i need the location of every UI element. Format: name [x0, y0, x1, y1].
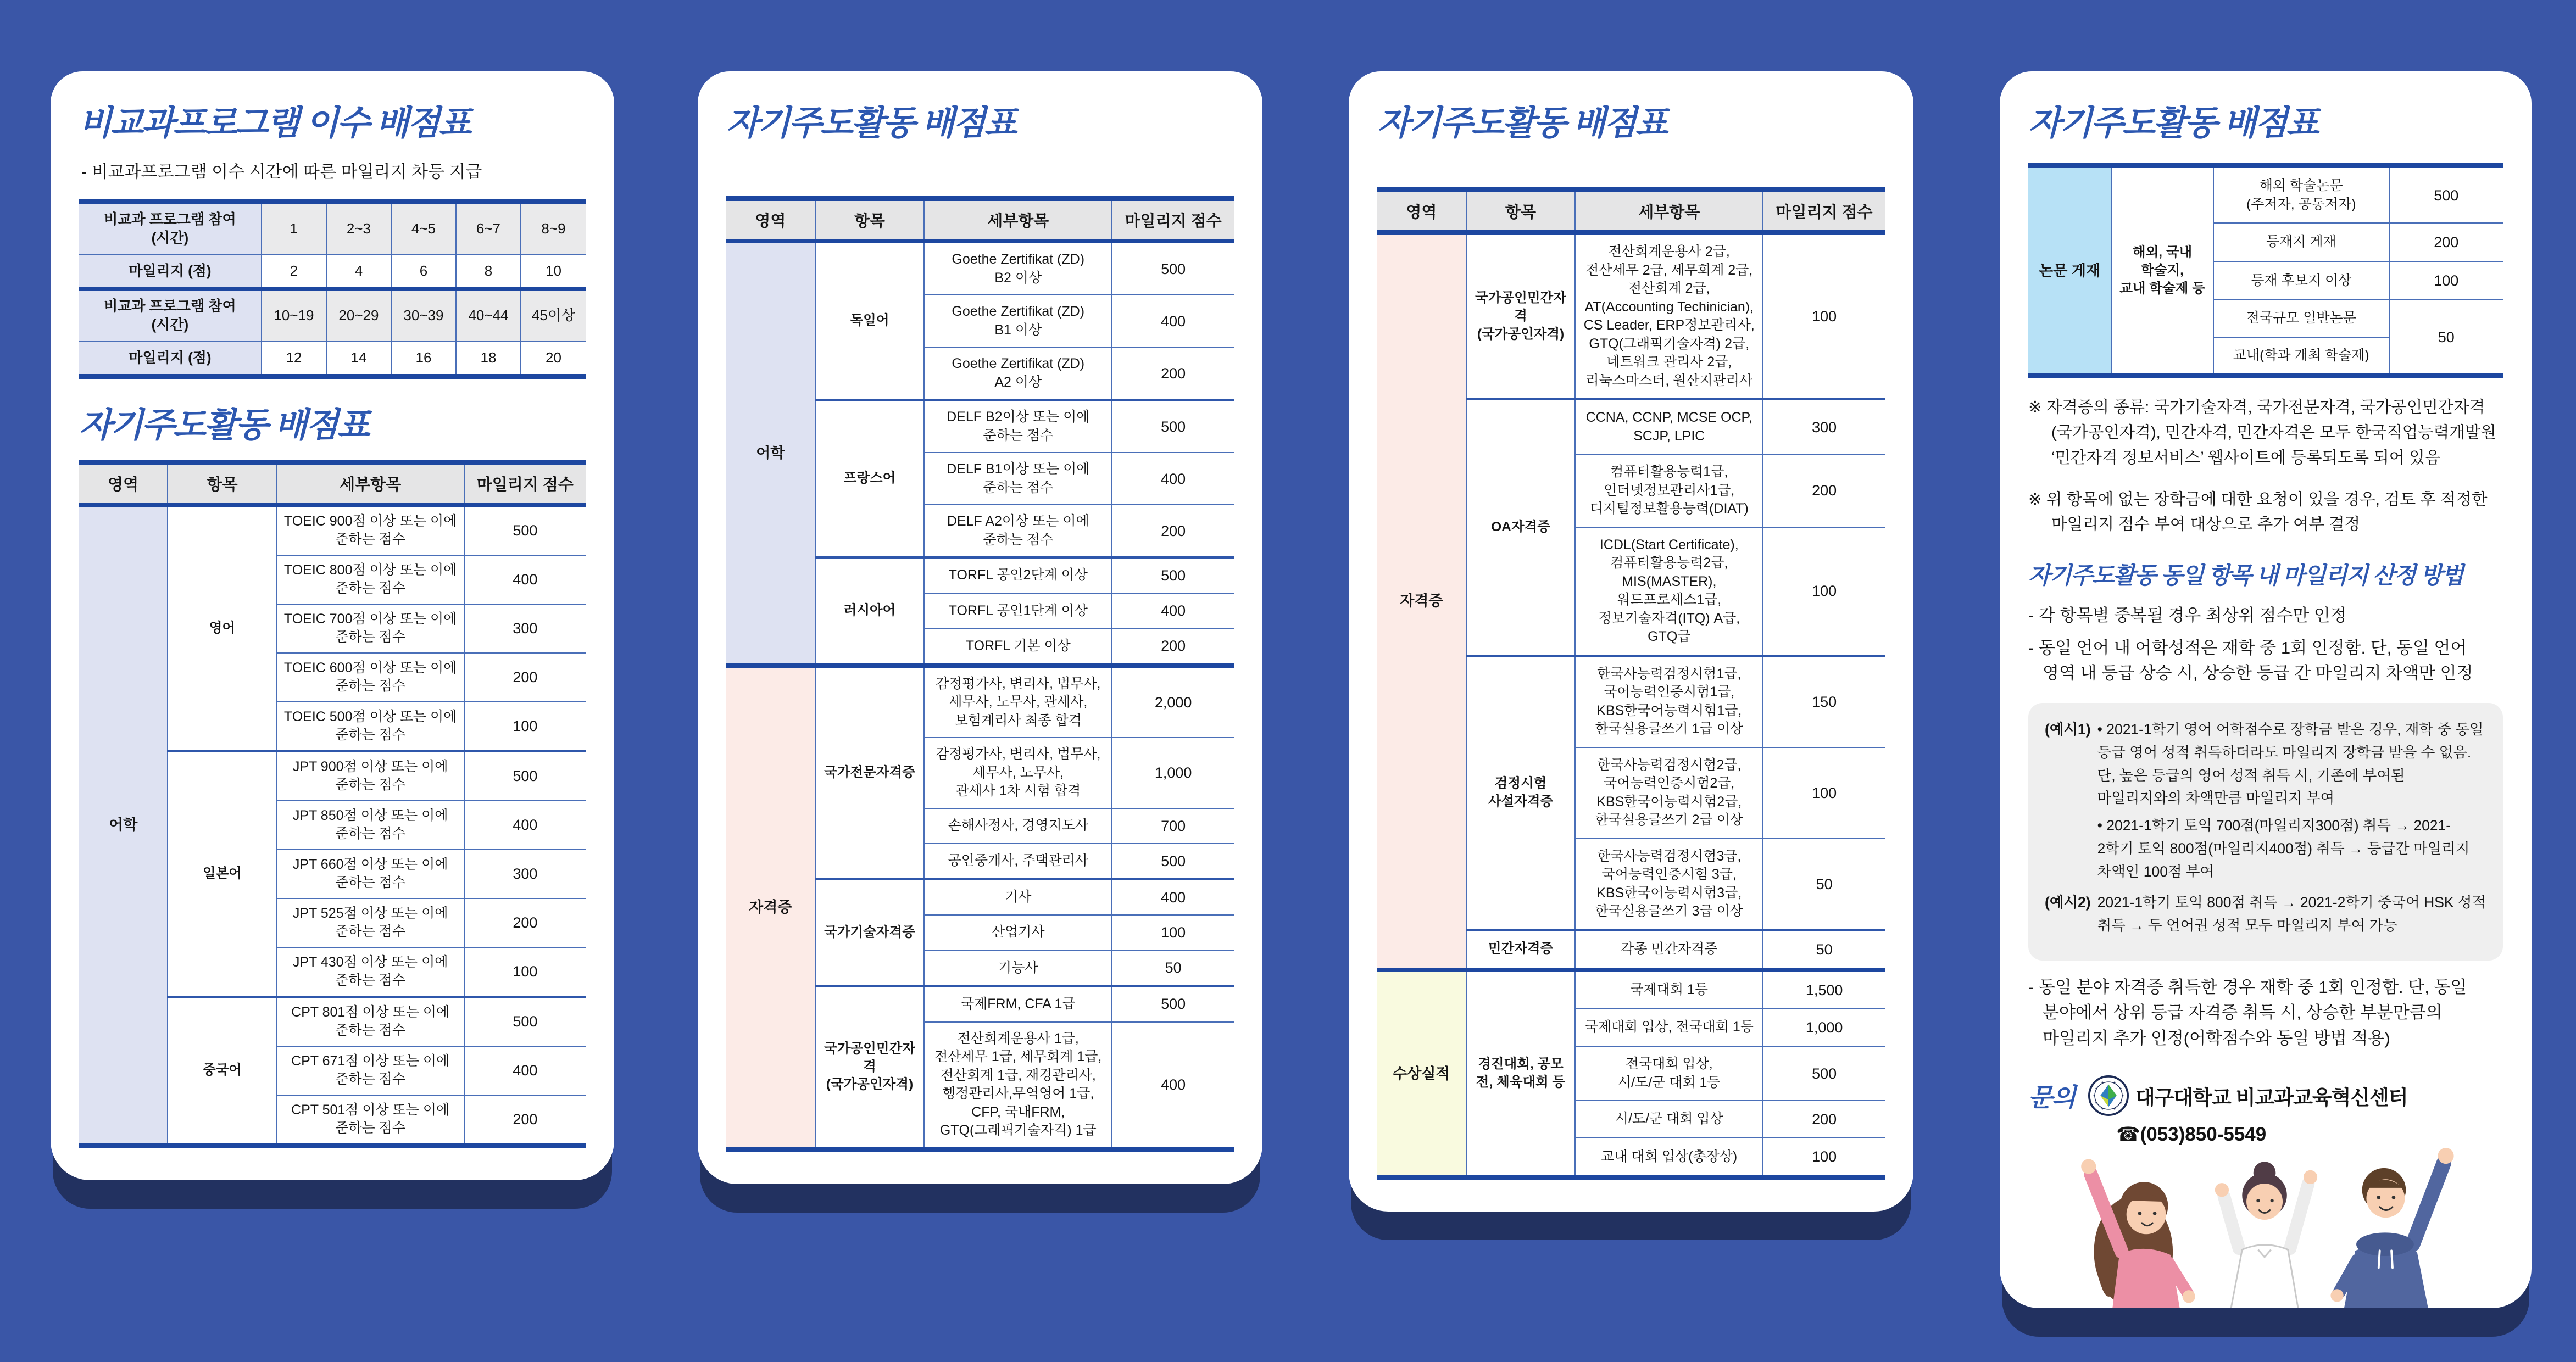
item-cell: OA자격증 [1466, 399, 1576, 656]
score-cell: 400 [1112, 453, 1234, 505]
value-cell: 12 [262, 342, 326, 376]
score-cell: 200 [464, 1095, 586, 1146]
detail-cell: JPT 900점 이상 또는 이에 준하는 점수 [277, 751, 464, 801]
table-row [726, 666, 1234, 738]
item-cell: 프랑스어 [815, 400, 925, 557]
value-cell: 2 [262, 255, 326, 289]
score-cell: 400 [1112, 1022, 1234, 1150]
score-cell: 100 [1763, 527, 1885, 656]
score-cell: 200 [464, 653, 586, 702]
score-cell: 1,000 [1763, 1009, 1885, 1046]
detail-cell: 시/도/군 대회 입상 [1575, 1101, 1763, 1138]
value-cell: 18 [456, 342, 521, 376]
score-table-container [2028, 163, 2503, 378]
column-header: 마일리지 점수 [464, 462, 586, 505]
score-cell: 400 [1112, 879, 1234, 915]
score-cell: 200 [2389, 223, 2503, 261]
detail-cell: 국제대회 입상, 전국대회 1등 [1575, 1009, 1763, 1046]
detail-cell: 한국사능력검정시험2급, 국어능력인증시험2급, KBS한국어능력시험2급, 한국실용글쓰기 2급 이상 [1575, 747, 1763, 839]
value-cell: 8 [456, 255, 521, 289]
example-item: • 2021-1학기 토익 700점(마일리지300점) 취득 → 2021-2학기 토익 800점(마일리지400점) 취득 → 등급간 마일리지 차액인 100점 부여 [2097, 817, 2470, 880]
detail-cell: TORFL 공인1단계 이상 [924, 593, 1112, 628]
score-cell: 300 [464, 850, 586, 898]
detail-cell: CCNA, CCNP, MCSE OCP, SCJP, LPIC [1575, 399, 1763, 454]
daegu-university-logo-icon [2088, 1075, 2129, 1116]
score-table [1377, 187, 1885, 1180]
value-cell: 6~7 [456, 202, 521, 255]
score-cell: 100 [464, 947, 586, 997]
item-cell: 국가공인민간자격 (국가공인자격) [1466, 232, 1576, 399]
column-header: 세부항목 [277, 462, 464, 505]
method-bullet: - 각 항목별 중복될 경우 최상위 점수만 인정 [2028, 606, 2347, 626]
item-cell: 국가기술자격증 [815, 879, 925, 986]
score-cell: 500 [1112, 241, 1234, 295]
page-title-self-directed: 자기주도활동 배점표 [79, 406, 369, 444]
area-cell: 자격증 [1377, 232, 1466, 970]
row-label-cell: 마일리지 (점) [79, 342, 262, 376]
score-cell: 50 [1112, 950, 1234, 986]
score-cell: 100 [1763, 1138, 1885, 1177]
detail-cell: JPT 660점 이상 또는 이에 준하는 점수 [277, 850, 464, 898]
value-cell: 20~29 [326, 289, 391, 342]
hours-table-container [79, 199, 586, 379]
score-cell: 400 [464, 801, 586, 850]
score-cell: 500 [1763, 1046, 1885, 1101]
score-cell: 500 [464, 997, 586, 1046]
table-row [79, 255, 586, 289]
detail-cell: 등재지 게재 [2213, 223, 2389, 261]
score-cell: 500 [464, 751, 586, 801]
item-cell: 중국어 [168, 997, 276, 1146]
score-cell: 400 [1112, 295, 1234, 347]
student-white [2215, 1162, 2317, 1308]
panel-program-completion [51, 71, 614, 1180]
detail-cell: 한국사능력검정시험1급, 국어능력인증시험1급, KBS한국어능력시험1급, 한국실용글쓰기 1급 이상 [1575, 656, 1763, 747]
value-cell: 8~9 [521, 202, 586, 255]
detail-cell: 감정평가사, 변리사, 법무사, 세무사, 노무사, 관세사, 보험계리사 최종 합격 [924, 666, 1112, 738]
detail-cell: DELF B1이상 또는 이에 준하는 점수 [924, 453, 1112, 505]
detail-cell: CPT 801점 이상 또는 이에 준하는 점수 [277, 997, 464, 1046]
detail-cell: TOEIC 500점 이상 또는 이에 준하는 점수 [277, 702, 464, 751]
example-label: (예시1) [2045, 721, 2091, 738]
value-cell: 30~39 [391, 289, 456, 342]
item-cell: 해외, 국내 학술지, 교내 학술제 등 [2111, 166, 2213, 376]
detail-cell: CPT 501점 이상 또는 이에 준하는 점수 [277, 1095, 464, 1146]
table-row [79, 289, 586, 342]
score-cell: 1,000 [1112, 738, 1234, 808]
detail-cell: JPT 525점 이상 또는 이에 준하는 점수 [277, 898, 464, 947]
item-cell: 국가전문자격증 [815, 666, 925, 879]
score-cell: 500 [1112, 986, 1234, 1022]
value-cell: 6 [391, 255, 456, 289]
value-cell: 4 [326, 255, 391, 289]
score-cell: 50 [2389, 300, 2503, 376]
column-header: 세부항목 [1575, 190, 1763, 233]
example-items [2097, 718, 2486, 888]
detail-cell: CPT 671점 이상 또는 이에 준하는 점수 [277, 1046, 464, 1095]
score-cell: 400 [464, 555, 586, 604]
detail-cell: DELF B2이상 또는 이에 준하는 점수 [924, 400, 1112, 453]
column-header: 항목 [168, 462, 276, 505]
table-row [1377, 970, 1885, 1009]
score-cell: 100 [1763, 747, 1885, 839]
area-cell: 논문 게재 [2028, 166, 2111, 376]
detail-cell: Goethe Zertifikat (ZD) A2 이상 [924, 347, 1112, 400]
score-table-container [79, 460, 586, 1148]
students-cheering-illustration [2000, 1130, 2532, 1308]
detail-cell: TORFL 기본 이상 [924, 628, 1112, 665]
detail-cell: 컴퓨터활용능력1급, 인터넷정보관리사1급, 디지털정보활용능력(DIAT) [1575, 454, 1763, 527]
method-bullet: - 동일 언어 내 어학성적은 재학 중 1회 인정함. 단, 동일 언어 영역 내 등급 상승 시, 상승한 등급 간 마일리지 차액만 인정 [2028, 638, 2473, 683]
detail-cell: 전산회계운용사 2급, 전산세무 2급, 세무회계 2급, 전산회계 2급, AT(Accounting Techinician), CS Leader, ERP정보관리사, GTQ(그래픽기술자격) 2급, 네트워크 관리사 2급, 리눅스마스터, 원산지관리사 [1575, 232, 1763, 399]
score-cell: 200 [1763, 454, 1885, 527]
page-title: 자기주도활동 배점표 [2028, 104, 2318, 142]
detail-cell: JPT 430점 이상 또는 이에 준하는 점수 [277, 947, 464, 997]
item-cell: 경진대회, 공모 전, 체육대회 등 [1466, 970, 1576, 1177]
student-pink [2081, 1159, 2195, 1308]
detail-cell: 공인중개사, 주택관리사 [924, 844, 1112, 879]
example-box [2028, 703, 2503, 961]
area-cell: 어학 [79, 505, 168, 1146]
subtitle: - 비교과프로그램 이수 시간에 따른 마일리지 차등 지급 [81, 162, 482, 182]
detail-cell: 전산회계운용사 1급, 전산세무 1급, 세무회계 1급, 전산회계 1급, 재경관리사, 행정관리사,무역영어 1급, CFP, 국내FRM, GTQ(그래픽기술자격) 1급 [924, 1022, 1112, 1150]
score-cell: 50 [1763, 839, 1885, 930]
item-cell: 일본어 [168, 751, 276, 997]
detail-cell: 기사 [924, 879, 1112, 915]
score-table-container [1377, 187, 1885, 1180]
detail-cell: 등재 후보지 이상 [2213, 261, 2389, 300]
value-cell: 40~44 [456, 289, 521, 342]
note-additional-review: ※ 위 항목에 없는 장학금에 대한 요청이 있을 경우, 검토 후 적정한 마일리지 점수 부여 대상으로 추가 여부 결정 [2028, 490, 2488, 534]
detail-cell: 산업기사 [924, 915, 1112, 950]
table-row [2028, 166, 2503, 224]
item-cell: 민간자격증 [1466, 930, 1576, 970]
example-label: (예시2) [2045, 894, 2091, 911]
area-cell: 수상실적 [1377, 970, 1466, 1177]
score-cell: 300 [464, 604, 586, 653]
note-certificate-types: ※ 자격증의 종류: 국가기술자격, 국가전문자격, 국가공인민간자격(국가공인자격), 민간자격, 민간자격은 모두 한국직업능력개발원 ‘민간자격 정보서비스’ 웹사이트에 등록되도록 되어 있음 [2028, 398, 2496, 467]
column-header: 항목 [815, 199, 925, 242]
detail-cell: 전국대회 입상, 시/도/군 대회 1등 [1575, 1046, 1763, 1101]
student-blue [2330, 1148, 2453, 1308]
table-row [79, 342, 586, 376]
value-cell: 45이상 [521, 289, 586, 342]
method-title: 자기주도활동 동일 항목 내 마일리지 산정 방법 [2028, 562, 2463, 589]
value-cell: 16 [391, 342, 456, 376]
value-cell: 4~5 [391, 202, 456, 255]
column-header: 세부항목 [924, 199, 1112, 242]
score-cell: 150 [1763, 656, 1885, 747]
value-cell: 1 [262, 202, 326, 255]
detail-cell: ICDL(Start Certificate), 컴퓨터활용능력2급, MIS(MASTER), 워드프로세스1급, 정보기술자격(ITQ) A급, GTQ급 [1575, 527, 1763, 656]
example-row [2045, 891, 2486, 942]
column-header: 영역 [726, 199, 815, 242]
detail-cell: 국제FRM, CFA 1급 [924, 986, 1112, 1022]
detail-cell: JPT 850점 이상 또는 이에 준하는 점수 [277, 801, 464, 850]
row-label-cell: 비교과 프로그램 참여 (시간) [79, 202, 262, 255]
column-header: 항목 [1466, 190, 1576, 233]
detail-cell: 교내 대회 입상(총장상) [1575, 1138, 1763, 1177]
score-table [2028, 163, 2503, 378]
header-row [79, 462, 586, 505]
example-item: • 2021-1학기 영어 어학점수로 장학금 받은 경우, 재학 중 동일 등급 영어 성적 취득하더라도 마일리지 장학금 받을 수 없음. 단, 높은 등급의 영어 성적 취득 시, 기존에 부여된 마일리지와의 차액만큼 마일리지 부여 [2097, 721, 2484, 807]
contact-organization: 대구대학교 비교과교육혁신센터 [2135, 1086, 2408, 1109]
page-title: 자기주도활동 배점표 [726, 104, 1016, 142]
value-cell: 10~19 [262, 289, 326, 342]
score-cell: 200 [1763, 1101, 1885, 1138]
example-row [2045, 718, 2486, 888]
value-cell: 14 [326, 342, 391, 376]
method-bullet-certificate: - 동일 분야 자격증 취득한 경우 재학 중 1회 인정함. 단, 동일 분야에서 상위 등급 자격증 취득 시, 상승한 부분만큼의 마일리지 추가 인정(어학점수와 동일 방법 적용) [2028, 977, 2467, 1048]
item-cell: 영어 [168, 505, 276, 751]
panel-self-directed-paper-notes [2000, 71, 2532, 1308]
panel-self-directed-cert-award [1349, 71, 1913, 1212]
item-cell: 검정시험 사설자격증 [1466, 656, 1576, 930]
item-cell: 독일어 [815, 241, 925, 400]
score-cell: 1,500 [1763, 970, 1885, 1009]
contact-row [2028, 1075, 2503, 1116]
score-table [79, 460, 586, 1148]
score-cell: 100 [464, 702, 586, 751]
page-title: 자기주도활동 배점표 [1377, 104, 1667, 142]
detail-cell: 손해사정사, 경영지도사 [924, 808, 1112, 844]
score-table [726, 196, 1234, 1152]
header-row [726, 199, 1234, 242]
column-header: 마일리지 점수 [1112, 199, 1234, 242]
detail-cell: TORFL 공인2단계 이상 [924, 557, 1112, 593]
hours-table [79, 199, 586, 379]
table-row [1377, 232, 1885, 399]
table-row [79, 202, 586, 255]
table-row [79, 505, 586, 555]
score-cell: 100 [1763, 232, 1885, 399]
score-cell: 400 [1112, 593, 1234, 628]
item-cell: 러시아어 [815, 557, 925, 666]
example-item: 2021-1학기 토익 800점 취득 → 2021-2학기 중국어 HSK 성적 취득 → 두 언어권 성적 모두 마일리지 부여 가능 [2097, 894, 2486, 934]
detail-cell: TOEIC 700점 이상 또는 이에 준하는 점수 [277, 604, 464, 653]
score-cell: 200 [464, 898, 586, 947]
detail-cell: TOEIC 600점 이상 또는 이에 준하는 점수 [277, 653, 464, 702]
column-header: 마일리지 점수 [1763, 190, 1885, 233]
contact-phone: ☎(053)850-5549 [2116, 1124, 2267, 1146]
value-cell: 10 [521, 255, 586, 289]
detail-cell: 기능사 [924, 950, 1112, 986]
score-table-container [726, 196, 1234, 1152]
detail-cell: 해외 학술논문 (주저자, 공동저자) [2213, 166, 2389, 224]
score-cell: 200 [1112, 628, 1234, 665]
panel-self-directed-language-cert [698, 71, 1262, 1184]
value-cell: 20 [521, 342, 586, 376]
score-cell: 700 [1112, 808, 1234, 844]
score-cell: 400 [464, 1046, 586, 1095]
column-header: 영역 [79, 462, 168, 505]
score-cell: 500 [464, 505, 586, 555]
detail-cell: 교내(학과 개최 학술제) [2213, 337, 2389, 376]
detail-cell: Goethe Zertifikat (ZD) B2 이상 [924, 241, 1112, 295]
score-cell: 500 [1112, 557, 1234, 593]
detail-cell: Goethe Zertifikat (ZD) B1 이상 [924, 295, 1112, 347]
score-cell: 200 [1112, 505, 1234, 557]
score-cell: 100 [1112, 915, 1234, 950]
score-cell: 500 [1112, 844, 1234, 879]
score-cell: 500 [1112, 400, 1234, 453]
detail-cell: 한국사능력검정시험3급, 국어능력인증시험 3급, KBS한국어능력시험3급, 한국실용글쓰기 3급 이상 [1575, 839, 1763, 930]
detail-cell: 전국규모 일반논문 [2213, 300, 2389, 337]
value-cell: 2~3 [326, 202, 391, 255]
score-cell: 200 [1112, 347, 1234, 400]
score-cell: 300 [1763, 399, 1885, 454]
detail-cell: 각종 민간자격증 [1575, 930, 1763, 970]
score-cell: 500 [2389, 166, 2503, 224]
row-label-cell: 비교과 프로그램 참여 (시간) [79, 289, 262, 342]
detail-cell: TOEIC 800점 이상 또는 이에 준하는 점수 [277, 555, 464, 604]
table-row [726, 241, 1234, 295]
score-cell: 2,000 [1112, 666, 1234, 738]
contact-label: 문의 [2028, 1083, 2075, 1112]
row-label-cell: 마일리지 (점) [79, 255, 262, 289]
area-cell: 어학 [726, 241, 815, 666]
area-cell: 자격증 [726, 666, 815, 1150]
page-title: 비교과프로그램 이수 배점표 [79, 104, 470, 142]
score-cell: 50 [1763, 930, 1885, 970]
detail-cell: TOEIC 900점 이상 또는 이에 준하는 점수 [277, 505, 464, 555]
detail-cell: 국제대회 1등 [1575, 970, 1763, 1009]
column-header: 영역 [1377, 190, 1466, 233]
score-cell: 100 [2389, 261, 2503, 300]
example-items [2097, 891, 2486, 942]
detail-cell: 감정평가사, 변리사, 법무사, 세무사, 노무사, 관세사 1차 시험 합격 [924, 738, 1112, 808]
detail-cell: DELF A2이상 또는 이에 준하는 점수 [924, 505, 1112, 557]
header-row [1377, 190, 1885, 233]
item-cell: 국가공인민간자격 (국가공인자격) [815, 986, 925, 1149]
